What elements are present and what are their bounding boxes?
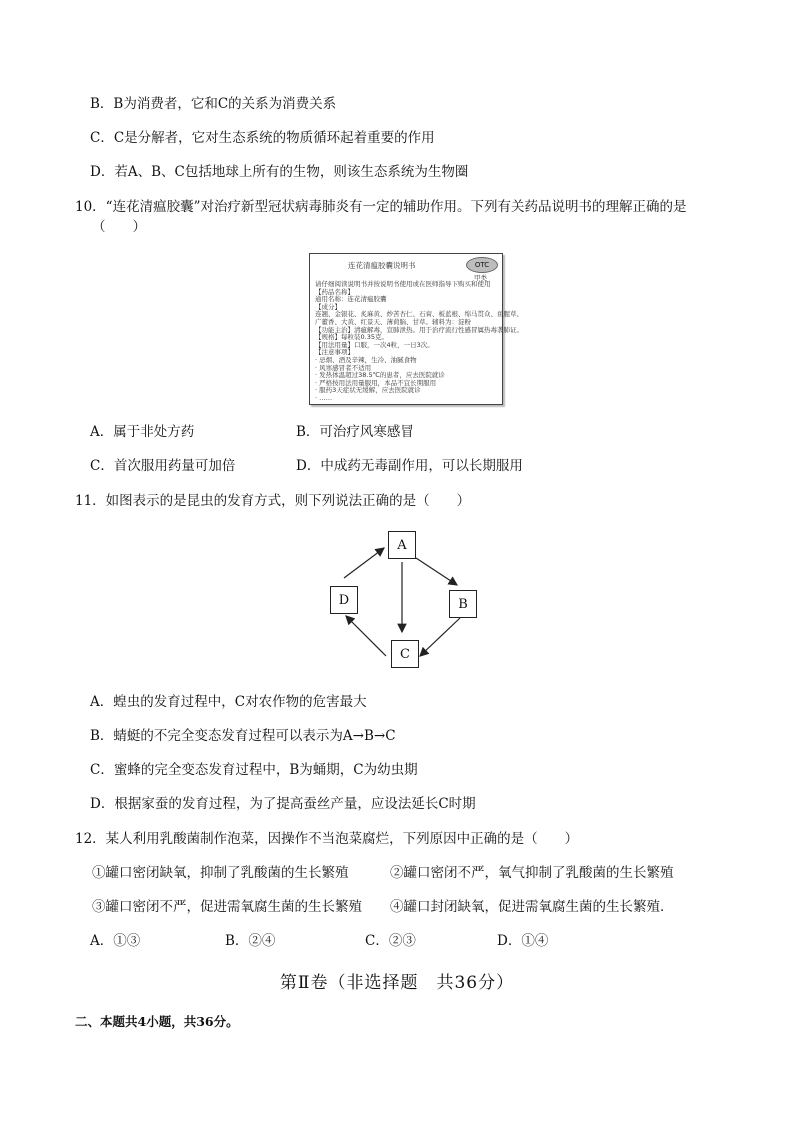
q12-option-a: A．①③	[90, 933, 141, 949]
q12-item-1: ①罐口密闭缺氧，抑制了乳酸菌的生长繁殖	[92, 865, 349, 881]
q11-option-b: B．蜻蜓的不完全变态发育过程可以表示为A→B→C	[90, 728, 396, 744]
leaflet-line: 连翘、金银花、炙麻黄、炒苦杏仁、石膏、板蓝根、绵马贯众、鱼腥草、	[315, 310, 523, 319]
leaflet-line: 【用法用量】口服，一次4粒，一日3次。	[315, 340, 434, 349]
arrow-a-to-b	[416, 558, 457, 585]
otc-sub: 甲类	[474, 274, 487, 282]
arrow-c-to-d	[346, 616, 386, 656]
q9-option-b: B．B为消费者，它和C的关系为消费关系	[90, 96, 337, 112]
q10-option-b: B．可治疗风寒感冒	[296, 424, 414, 440]
node-a: A	[388, 531, 416, 559]
leaflet-line: 【药品名称】	[315, 287, 354, 296]
q9-option-d: D．若A、B、C包括地球上所有的生物，则该生态系统为生物圈	[90, 164, 469, 180]
otc-badge: OTC	[466, 257, 498, 273]
q11-option-d: D．根据家蚕的发育过程，为了提高蚕丝产量，应设法延长C时期	[90, 796, 476, 812]
q12-option-b: B．②④	[225, 933, 276, 949]
q12-stem: 12．某人利用乳酸菌制作泡菜，因操作不当泡菜腐烂，下列原因中正确的是（ ）	[75, 831, 579, 847]
q10-option-d: D．中成药无毒副作用，可以长期服用	[296, 458, 523, 474]
leaflet-line: 【注意事项】	[315, 348, 354, 357]
leaflet-title: 连花清瘟胶囊说明书	[348, 261, 416, 270]
part2-title: 第Ⅱ卷（非选择题 共36分）	[279, 973, 515, 993]
node-b: B	[449, 590, 477, 618]
q11-option-a: A．蝗虫的发育过程中，C对农作物的危害最大	[90, 694, 367, 710]
leaflet-line: · 服药3天症状无缓解，应去医院就诊	[315, 386, 421, 395]
leaflet-line: · 忌烟、酒及辛辣，生冷、油腻食物	[315, 356, 417, 364]
q11-stem: 11．如图表示的是昆虫的发育方式，则下列说法正确的是（ ）	[75, 493, 471, 509]
node-d: D	[330, 586, 358, 614]
q12-option-c: C．②③	[365, 933, 416, 949]
q10-option-a: A．属于非处方药	[90, 424, 195, 440]
q11-option-c: C．蜜蜂的完全变态发育过程中，B为蛹期，C为幼虫期	[90, 762, 418, 778]
leaflet-line: 广藿香、大黄、红景天、薄荷脑、甘草。辅料为：淀粉	[315, 318, 471, 326]
q12-option-d: D．①④	[497, 933, 549, 949]
leaflet-line: 通用名称：连花清瘟胶囊	[315, 295, 387, 304]
q12-item-3: ③罐口密闭不严，促进需氧腐生菌的生长繁殖	[92, 899, 362, 915]
leaflet-line: 请仔细阅读说明书并按说明书使用或在医师指导下购买和使用	[315, 280, 491, 288]
arrow-b-to-c	[420, 618, 460, 656]
q12-item-2: ②罐口密闭不严，氧气抑制了乳酸菌的生长繁殖	[390, 865, 674, 881]
q10-paren: （ ）	[92, 219, 146, 235]
arrow-d-to-a	[344, 548, 384, 578]
leaflet-line: · ……	[315, 394, 333, 402]
leaflet-line: 【规格】每粒装0.35克。	[315, 333, 388, 342]
q10-stem: 10．“连花清瘟胶囊”对治疗新型冠状病毒肺炎有一定的辅助作用。下列有关药品说明书的理解正确的是	[75, 199, 687, 215]
leaflet-line: 【功能主治】清瘟解毒，宣肺泄热。用于治疗流行性感冒属热毒袭肺证。	[315, 325, 523, 334]
leaflet-line: · 风寒感冒者不适用	[315, 363, 372, 372]
leaflet-line: · 严格按用法用量服用，本品不宜长期服用	[315, 378, 437, 387]
leaflet-line: · 发热体温超过38.5℃的患者，应去医院就诊	[315, 371, 445, 380]
node-c: C	[391, 640, 419, 668]
q12-item-4: ④罐口封闭缺氧，促进需氧腐生菌的生长繁殖．	[390, 899, 674, 915]
medicine-leaflet-image	[309, 253, 523, 405]
part2-section-heading: 二、本题共4小题，共36分。	[75, 1014, 239, 1029]
q10-option-c: C．首次服用药量可加倍	[90, 458, 236, 474]
leaflet-line: 【成分】	[315, 302, 341, 311]
q9-option-c: C．C是分解者，它对生态系统的物质循环起着重要的作用	[90, 130, 435, 146]
